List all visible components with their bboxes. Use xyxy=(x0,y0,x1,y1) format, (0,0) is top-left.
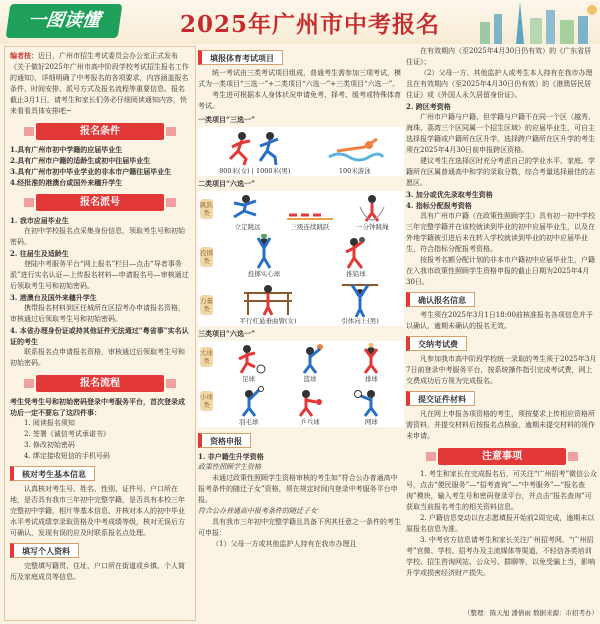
quota-p2: 按报考名额分配计划的非本市户籍初中应届毕业生，户籍在入我市政策性照顾学生资格申报的截止日期为2025年4月30日。 xyxy=(406,256,595,286)
fig-tennis-label: 网球 xyxy=(364,418,378,426)
right-p0: 在有效期内（至2025年4月30日仍有效）的《广东省居住证》； xyxy=(406,47,592,66)
number-h1: 1. 我市应届毕业生 xyxy=(10,216,69,225)
flow-step-3: 3. 修改初始密码 xyxy=(24,441,75,449)
fig-bar-hang xyxy=(238,281,298,326)
fig-triple-jump-label: 三级连续跳跃 xyxy=(290,223,330,231)
fig-pull-up-label: 引体向上(男) xyxy=(341,317,379,325)
quota-p1: 具有广州市户籍（在政策性照顾学生）具有初一初中学校三年完整学籍并在该校就读到毕业的初中应届毕业生，以及在外地学籍被引进后未在转入学校就读到毕业的初中应届毕业生，符合指标分配报考资格。 xyxy=(406,212,595,253)
note-2: 2. 户籍信息变动以在志愿填报开始前2周完成，逾期未以原报名信息为准。 xyxy=(406,514,595,533)
fig-shot-put-label: 推铅球 xyxy=(346,270,366,278)
group-1-title: 一类项目“三选一” xyxy=(198,115,256,124)
flow-step-2: 2. 签署《诚信考试承诺书》 xyxy=(24,430,110,438)
pull-up-icon xyxy=(338,281,382,317)
fee-text: 凡参加我市高中阶段学校统一录取的考生须于2025年3月7日前登录中考服务平台，按系统操作指引完成考试费，网上交费成功后方视为完成报名。 xyxy=(406,355,597,385)
ball-throw-icon xyxy=(242,234,286,270)
fig-rope xyxy=(350,193,394,232)
fig-volleyball-label: 排球 xyxy=(364,375,378,383)
fig-tennis xyxy=(351,386,391,427)
banner-title: 一图读懂 xyxy=(6,4,123,38)
credit-line: （整理：陈天旭 潘倩雨 数据来源：市招考办） xyxy=(463,609,598,617)
qual-sub-1: 政策性照顾学生资格 xyxy=(198,463,261,471)
table-tennis-icon xyxy=(290,386,330,418)
qual-p2: 具有我市三年初中完整学籍且具备下列其任意之一条件的考生可申报： xyxy=(198,518,401,537)
right-column xyxy=(406,46,598,621)
tab-documents: 提交证件材料 xyxy=(406,391,475,406)
cross-district-h: 2. 跨区考资格 xyxy=(406,102,451,111)
section-notes: 注意事项 xyxy=(438,448,566,465)
page-title: 2025年广州市中考报名 xyxy=(180,11,441,38)
shot-put-icon xyxy=(334,234,378,270)
condition-4: 4.经批准的港澳台或国外来穗升学生 xyxy=(10,178,123,187)
section-conditions: 报名条件 xyxy=(36,123,164,140)
documents-text: 凡在网上申报各项资格的考生，须按要求上传相应资格所需资料，并提交材料后按报名点核验，逾期未提交材料的视作未申请。 xyxy=(406,410,595,440)
tab-fee: 交纳考试费 xyxy=(406,336,467,351)
note-3: 3. 中考官方信息请考生和家长关注广州招考网、“广州招考”官微、学校、招考办及主流媒体等渠道，不轻信各类培训学校、招生咨询网站、公众号、群聊等，以免受骗上当，影响升学或损害经济财产损失。 xyxy=(406,536,595,577)
fig-swim-label: 100米游泳 xyxy=(338,167,371,175)
label-throw: 投掷类 xyxy=(200,249,213,265)
label-small-ball: 小球类 xyxy=(200,393,213,409)
volleyball-icon xyxy=(351,343,391,375)
fig-swim xyxy=(325,129,385,176)
number-h3: 3. 港澳台及国外来穗升学生 xyxy=(10,293,97,302)
tab-verify-info: 核对考生基本信息 xyxy=(10,466,95,481)
editor-note xyxy=(10,50,190,117)
middle-column xyxy=(198,46,404,621)
fig-basketball-label: 篮球 xyxy=(303,375,317,383)
basketball-icon xyxy=(290,343,330,375)
qual-h1: 1. 非户籍生升学资格 xyxy=(198,452,264,461)
number-p1: 在初中学校报名点采集身份信息，领取考生号和初始密码。 xyxy=(10,227,185,246)
flow-intro: 考生凭考生号和初始密码登录中考服务平台，首次登录成功后一定不要忘了这四件事： xyxy=(10,397,185,417)
number-h4: 4. 本省办理身份证或持其他证件无法通过“粤省事”实名认证的考生 xyxy=(10,326,189,346)
running-icon xyxy=(220,129,290,167)
label-jump: 跳跃类 xyxy=(200,201,213,217)
fig-rope-label: 一分钟跳绳 xyxy=(356,223,389,231)
number-h2: 2. 往届生及适龄生 xyxy=(10,249,69,258)
long-jump-icon xyxy=(226,193,270,223)
group-1-figures xyxy=(198,127,404,176)
label-strength: 力量类 xyxy=(200,297,213,313)
fig-table-tennis-label: 乒乓球 xyxy=(300,418,320,426)
number-p2: 登陆中考服务平台“网上报名”栏目—点击“导者事务派”进行实名认证—上传报名材料—申请报名号—审核通过后领取考生号和初始密码。 xyxy=(10,260,189,290)
number-p4: 联系报名点申请报名资格，审核通过后领取考生号和初始密码。 xyxy=(10,348,185,367)
pe-intro-1: 统一考试由三类考试项目组成，普通考生需参加三项考试，模式为一类项目“三选一”+二类项目“六选一”+三类项目“六选一”。 xyxy=(198,69,401,88)
football-icon xyxy=(229,343,269,375)
qual-sub-2: 符合公办普通高中报考条件的随迁子女 xyxy=(198,507,317,515)
cross-district-advice: 建议考生在选择区时充分考虑自己的学业水平、家庭、学籍所在区属普通高中和学的录取分数，综合考量选择最佳的志愿区。 xyxy=(406,157,595,187)
fig-running xyxy=(219,129,290,176)
fig-volleyball xyxy=(351,343,391,384)
note-1: 1. 考生和家长在完成报名后，可关注“广州招考”微信公众号，点击“便民服务”—“招考查询”—“中考服务”—“报名查询”模块，输入考生号和密码登录平台，并点击“报名查询”可获取当前报名考生的相关资料信息。 xyxy=(406,470,598,511)
editor-text: 近日，广州市招生考试委员会办公室正式发布《关于做好2025年广州市高中阶段学校考试招生报名工作的通知》，详细明确了中考报名的各项要求，内容涵盖报名条件、时间安排、派号方式及报名流程等重要信息。报名截止3月1日，请考生和家长们务必仔细阅读通知内容，快来看看具体安排吧~ xyxy=(10,52,189,115)
bonus-h: 3. 加分或优先录取考生资格 xyxy=(406,190,493,199)
fig-pull-up xyxy=(338,281,382,326)
tab-qualification: 资格申报 xyxy=(198,433,251,448)
left-column xyxy=(4,46,196,621)
number-p3: 携带报名材料到区任城所在区招考办申请报名资格，审核通过后领取考生号和初始密码。 xyxy=(10,304,185,323)
parallel-bar-icon xyxy=(238,281,298,317)
fig-table-tennis xyxy=(290,386,330,427)
tennis-icon xyxy=(351,386,391,418)
condition-1: 1.具有广州市初中学籍的应届毕业生 xyxy=(10,145,123,154)
tab-personal-info: 填写个人资料 xyxy=(10,543,79,558)
group-2-title: 二类项目“六选一” xyxy=(198,179,256,188)
fig-ball-throw-label: 投掷实心球 xyxy=(247,270,281,278)
condition-2: 2.具有广州市户籍的适龄生或初中往届毕业生 xyxy=(10,156,151,165)
skyline-illustration xyxy=(470,0,600,44)
fig-long-jump-label: 立定跳远 xyxy=(234,223,261,231)
cross-district-p: 广州市户籍与户籍、但学籍与户籍不在同一个区（越秀、海珠、荔湾三个区同属一个招生区域）的应届毕业生，可自主选择报学籍或户籍所在区升学，选择跨户籍所在区升学的考生须在2025年4月30日前申报跨区资格。 xyxy=(406,113,595,154)
group-3-title: 三类项目“六选一” xyxy=(198,329,256,338)
personal-info-text: 完整填写籍贯、住址、户口所在街道或乡镇、个人简历及家庭成员等信息。 xyxy=(10,562,185,581)
fig-basketball xyxy=(290,343,330,384)
fig-long-jump xyxy=(226,193,270,232)
fig-football-label: 足球 xyxy=(242,375,256,383)
fig-bar-hang-label: 平行杠悬垂曲臂(女) xyxy=(239,317,297,325)
section-flow: 报名流程 xyxy=(36,375,164,392)
group-2-figures xyxy=(198,191,404,326)
confirm-text: 考生须在2025年3月1日18:00前核准报名各项信息并予以确认，逾期未确认的报名无效。 xyxy=(406,311,593,330)
right-p1: （2）父母一方、其他监护人或考生本人持有在我市办理且在有效期内（至2025年4月30日仍有效）的《港澳居民居住证》或《外国人永久居留身份证》。 xyxy=(406,69,593,99)
fig-football xyxy=(229,343,269,384)
swimming-icon xyxy=(325,129,385,167)
pe-intro-2: 考生进可根据本人身体状况申请免考、择考、缓考或特殊体育考试。 xyxy=(198,91,401,110)
section-number: 报名派号 xyxy=(36,194,164,211)
label-big-ball: 大球类 xyxy=(200,349,213,365)
quota-h: 4. 指标分配报考资格 xyxy=(406,201,472,210)
fig-badminton xyxy=(229,386,269,427)
jump-rope-icon xyxy=(350,193,394,223)
flow-step-4: 4. 绑定接收短信的手机号码 xyxy=(24,452,110,460)
fig-badminton-label: 羽毛球 xyxy=(238,418,259,426)
group-3-figures xyxy=(198,341,404,427)
fig-triple-jump xyxy=(285,193,335,232)
flow-step-1: 1. 阅读报名须知 xyxy=(24,419,75,427)
condition-3: 3.具有广州市初中毕业学业的非本市户籍往届毕业生 xyxy=(10,167,172,176)
qual-p1: 未通过政策性照顾学生资格审核的考生如“符合公办普通高中报考条件的随迁子女”资格，须在规定时间内登录中考服务平台申报。 xyxy=(198,474,398,504)
badminton-icon xyxy=(229,386,269,418)
fig-ball-throw xyxy=(242,234,286,279)
fig-shot-put xyxy=(334,234,378,279)
qual-list-1: （1）父母一方或其他监护人持有在我市办理且 xyxy=(212,540,357,548)
fig-running-label: 800米(女) | 1000米(男) xyxy=(219,167,291,175)
tab-confirm: 确认报名信息 xyxy=(406,292,475,307)
triple-jump-icon xyxy=(285,193,335,223)
editor-tag: 编者按： xyxy=(10,51,38,60)
header xyxy=(0,0,600,44)
tab-pe-exam: 填报体育考试项目 xyxy=(198,50,283,65)
verify-info-text: 认真核对考生号、姓名、性别、证件号、户口所在地，是否具有我市三年初中完整学籍，是否具有本校三年完整初中学籍，相片等基本信息，并核对本人的初中毕业水平考试成绩享录取资格及中考成绩等级，核对无误后方可确认，发现有误的应及时联系报名点处理。 xyxy=(10,485,185,537)
